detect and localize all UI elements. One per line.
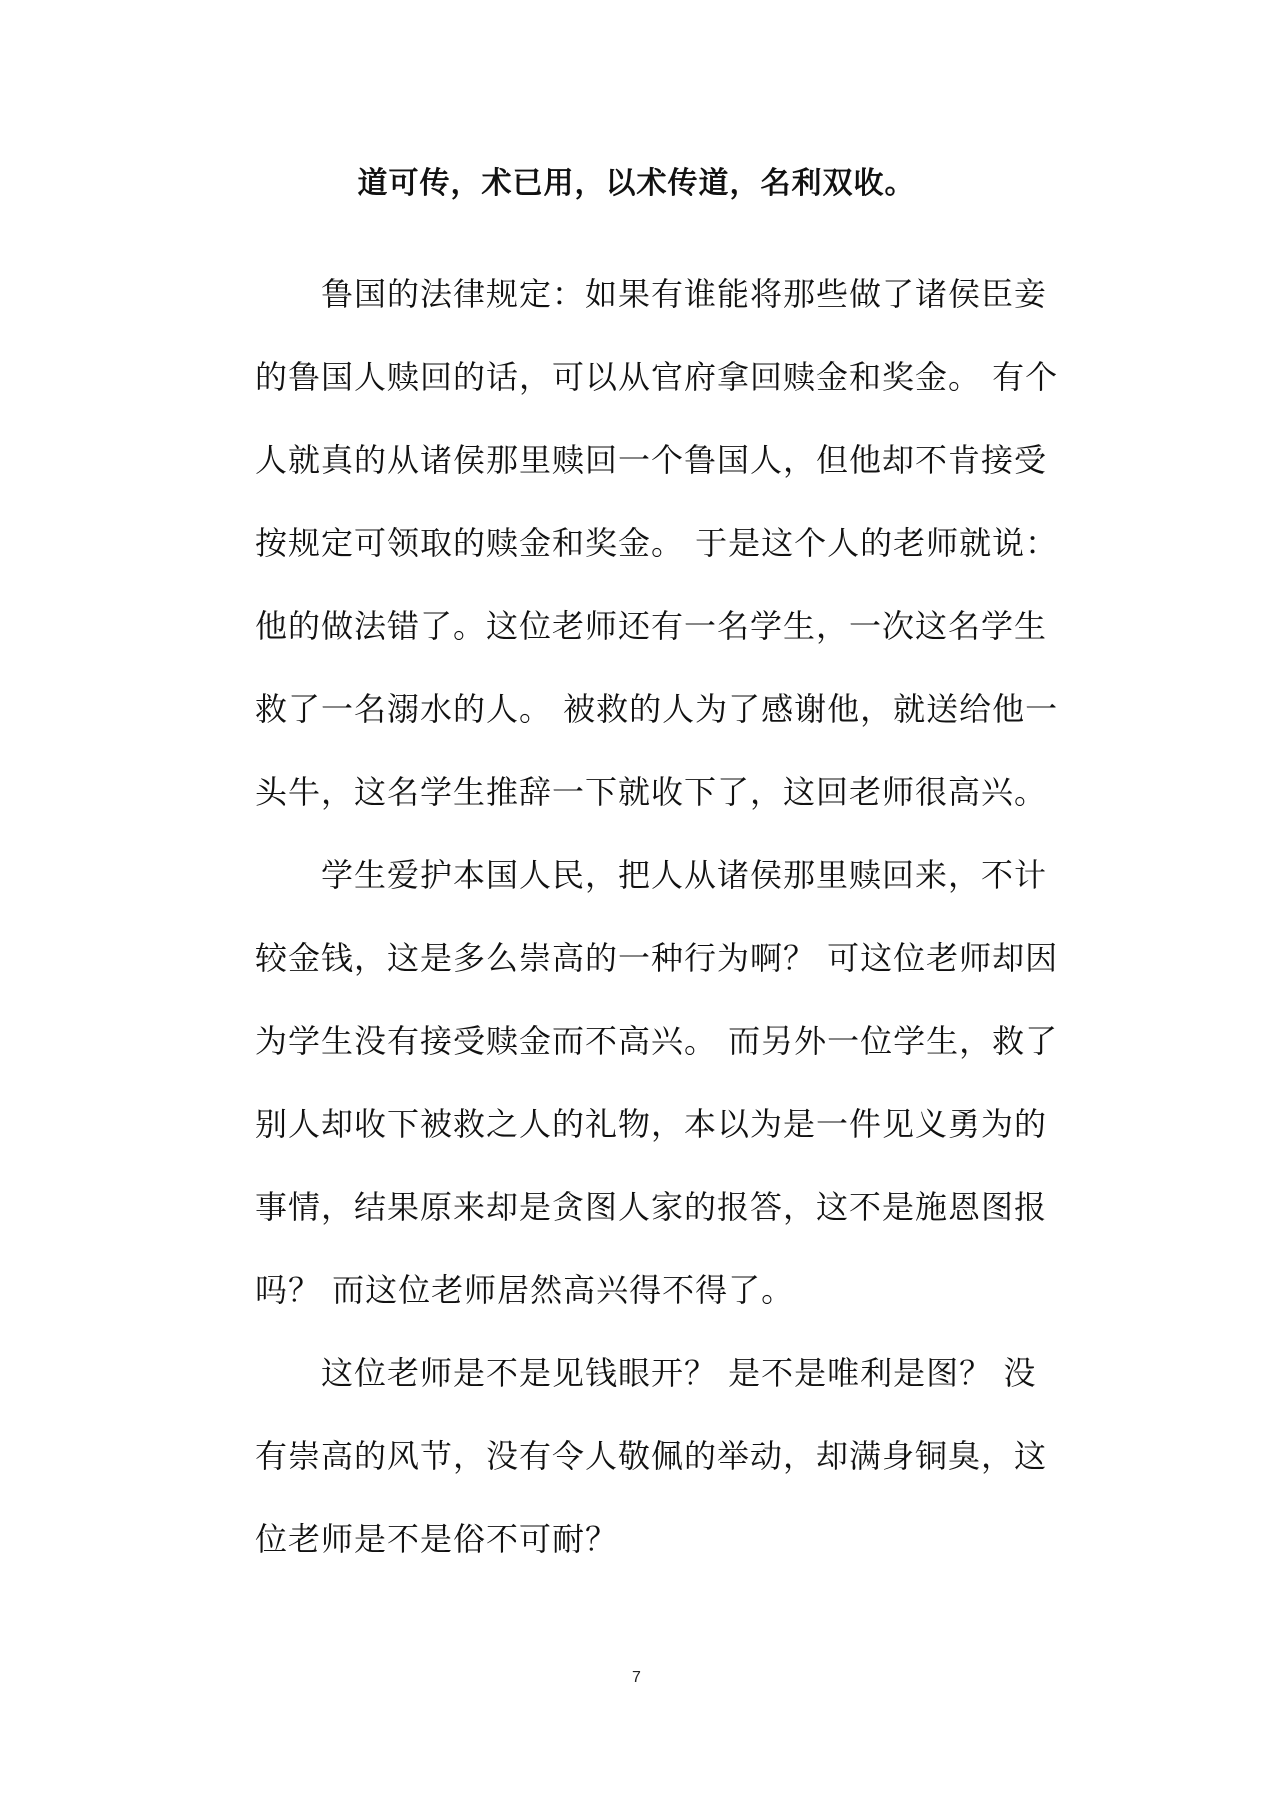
text-line: 有崇高的风节，没有令人敬佩的举动，却满身铜臭，这 [255,1437,1048,1475]
text-line: 这位老师是不是见钱眼开？ 是不是唯利是图？ 没 [321,1354,1037,1392]
page-number: 7 [632,1669,641,1686]
text-line: 他的做法错了。这位老师还有一名学生，一次这名学生 [255,607,1048,645]
text-line: 头牛，这名学生推辞一下就收下了，这回老师很高兴。 [255,773,1048,811]
text-line: 别人却收下被救之人的礼物，本以为是一件见义勇为的 [255,1105,1048,1143]
text-line: 学生爱护本国人民，把人从诸侯那里赎回来，不计 [321,856,1048,894]
text-line: 为学生没有接受赎金而不高兴。 而另外一位学生，救了 [255,1022,1059,1060]
text-line: 救了一名溺水的人。 被救的人为了感谢他，就送给他一 [255,690,1059,728]
text-line: 事情，结果原来却是贪图人家的报答，这不是施恩图报 [255,1188,1048,1226]
text-line: 较金钱，这是多么崇高的一种行为啊？ 可这位老师却因 [255,939,1059,977]
page-title: 道可传，术已用，以术传道，名利双收。 [357,166,916,201]
text-line: 人就真的从诸侯那里赎回一个鲁国人，但他却不肯接受 [255,441,1048,479]
text-line: 的鲁国人赎回的话，可以从官府拿回赎金和奖金。 有个 [255,358,1059,396]
text-line: 鲁国的法律规定：如果有谁能将那些做了诸侯臣妾 [321,275,1048,313]
text-line: 位老师是不是俗不可耐？ [255,1520,619,1558]
text-line: 按规定可领取的赎金和奖金。 于是这个人的老师就说： [255,524,1059,562]
text-line: 吗？ 而这位老师居然高兴得不得了。 [255,1271,795,1309]
body-text [255,272,1075,1600]
